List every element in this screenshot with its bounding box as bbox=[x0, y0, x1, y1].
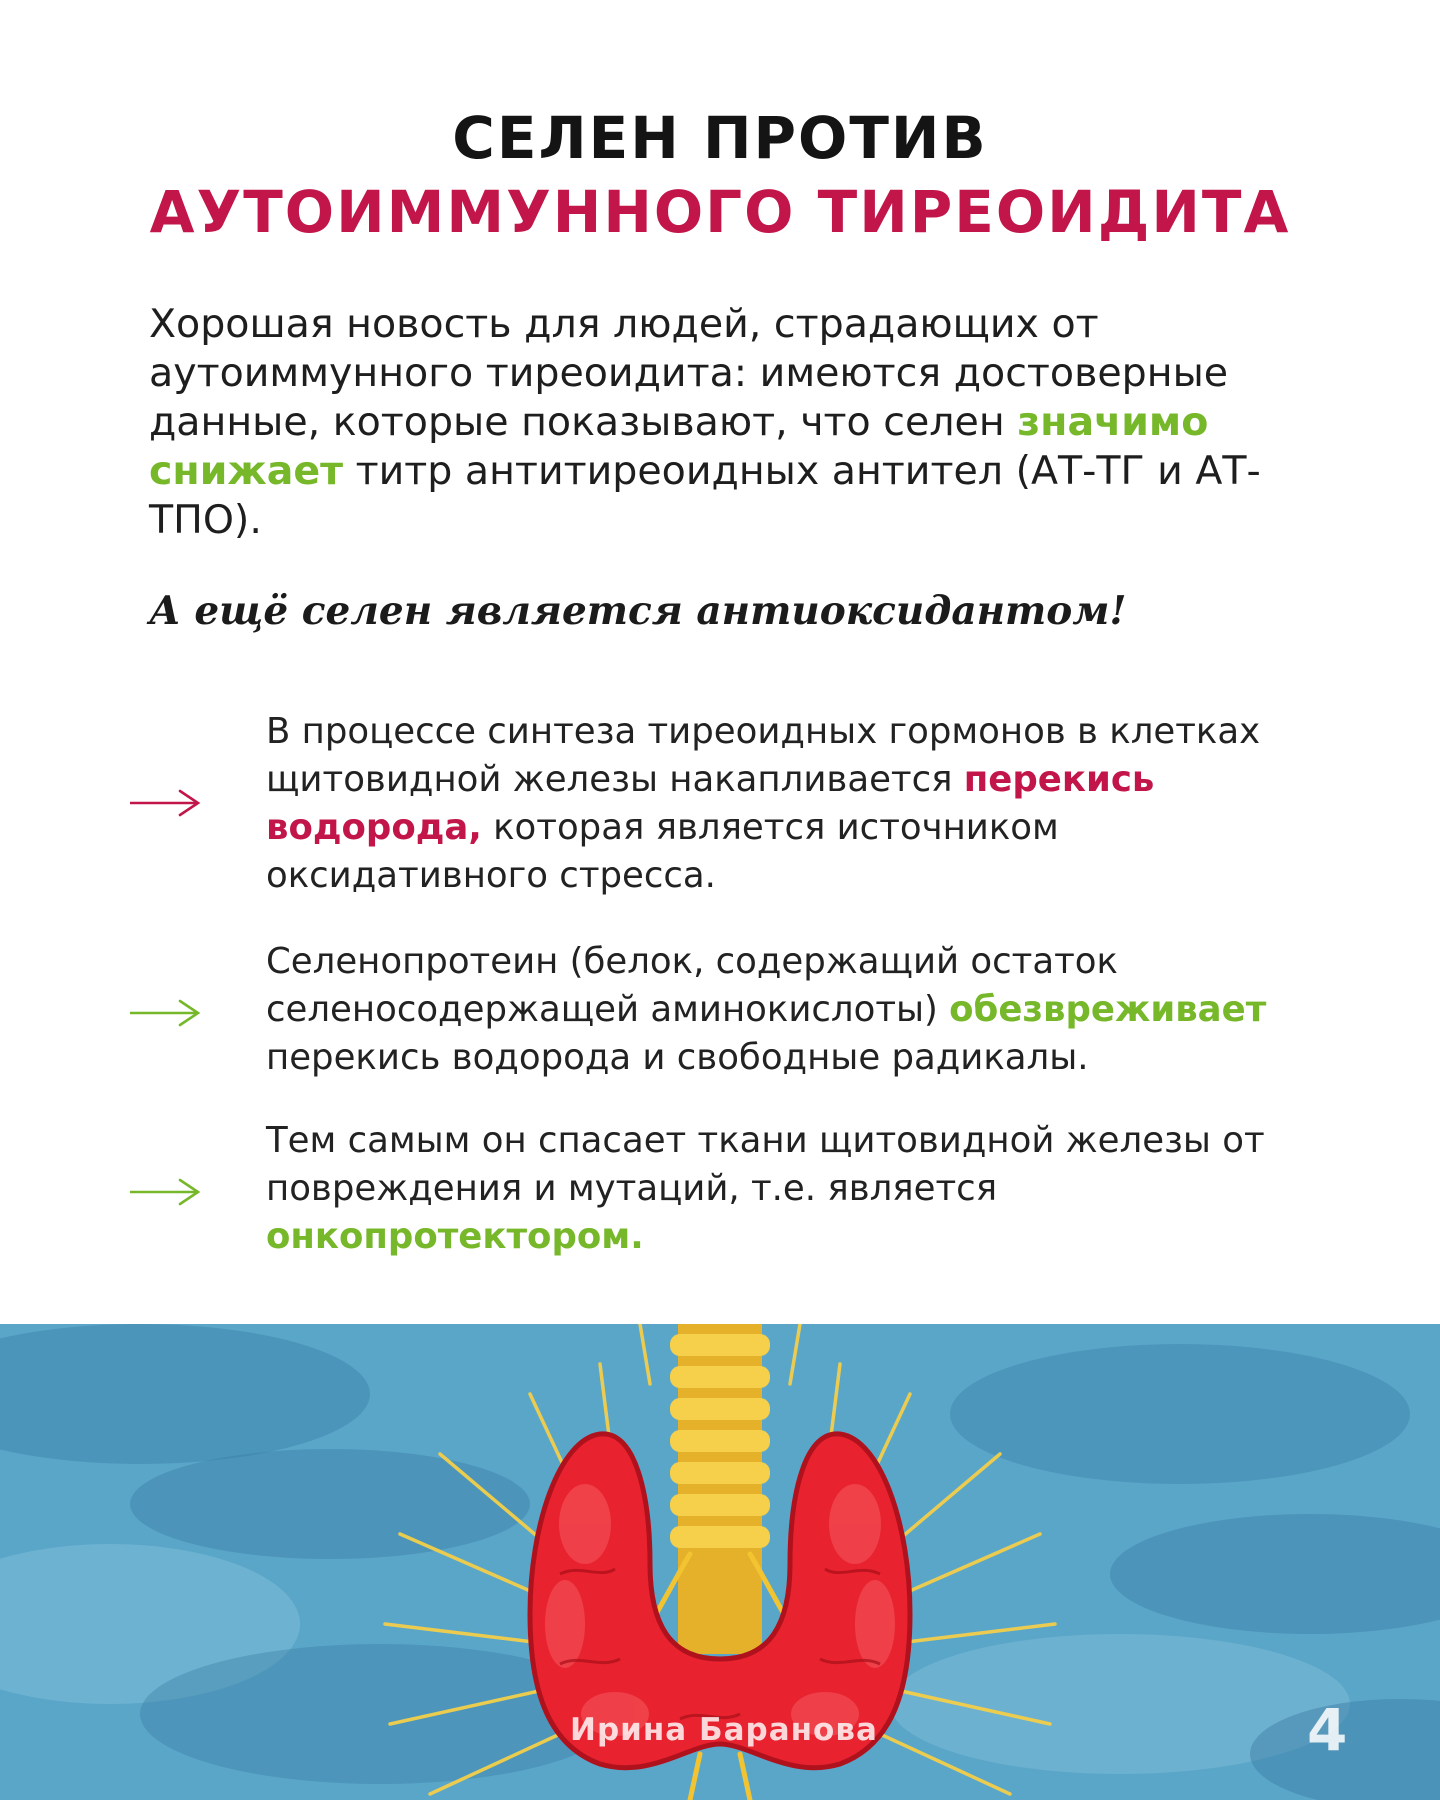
point-text: Селенопротеин (белок, содержащий остаток селеносодержащей аминокислоты) bbox=[266, 941, 1118, 1030]
arrow-right-icon bbox=[128, 788, 202, 818]
point-text: В процессе синтеза тиреоидных гормонов в клетках щитовидной железы накапливается bbox=[266, 711, 1261, 800]
point-highlight: онкопротектором. bbox=[266, 1216, 644, 1257]
intro-highlight: значимо снижает bbox=[149, 399, 1209, 494]
antioxidant-motto: А ещё селен является антиоксидантом! bbox=[149, 588, 1127, 634]
intro-text: Хорошая новость для людей, страдающих от аутоиммунного тиреоидита: имеются достоверные данные, которые показывают, что селен bbox=[149, 301, 1229, 445]
author-name: Ирина Баранова bbox=[570, 1712, 878, 1748]
arrow-right-icon bbox=[128, 998, 202, 1028]
point-highlight: перекись водорода, bbox=[266, 759, 1155, 848]
arrow-right-icon bbox=[128, 1177, 202, 1207]
intro-paragraph bbox=[149, 300, 1319, 545]
title-line-2: АУТОИММУННОГО ТИРЕОИДИТА bbox=[149, 178, 1291, 246]
point-text-end: которая является источником оксидативного стресса. bbox=[266, 807, 1059, 896]
intro-text-end: титр антитиреоидных антител (АТ-ТГ и АТ-ТПО). bbox=[149, 448, 1261, 543]
point-highlight: обезвреживает bbox=[949, 989, 1267, 1030]
point-oncoprotector bbox=[266, 1117, 1326, 1261]
point-selenoprotein bbox=[266, 938, 1326, 1082]
point-text-end: перекись водорода и свободные радикалы. bbox=[266, 1037, 1089, 1078]
thyroid-illustration bbox=[0, 1324, 1440, 1800]
page-number: 4 bbox=[1307, 1696, 1348, 1764]
point-hydrogen-peroxide bbox=[266, 708, 1326, 900]
point-text: Тем самым он спасает ткани щитовидной железы от повреждения и мутаций, т.е. является bbox=[266, 1120, 1265, 1209]
title-line-1: СЕЛЕН ПРОТИВ bbox=[452, 104, 988, 172]
trachea bbox=[670, 1324, 770, 1654]
